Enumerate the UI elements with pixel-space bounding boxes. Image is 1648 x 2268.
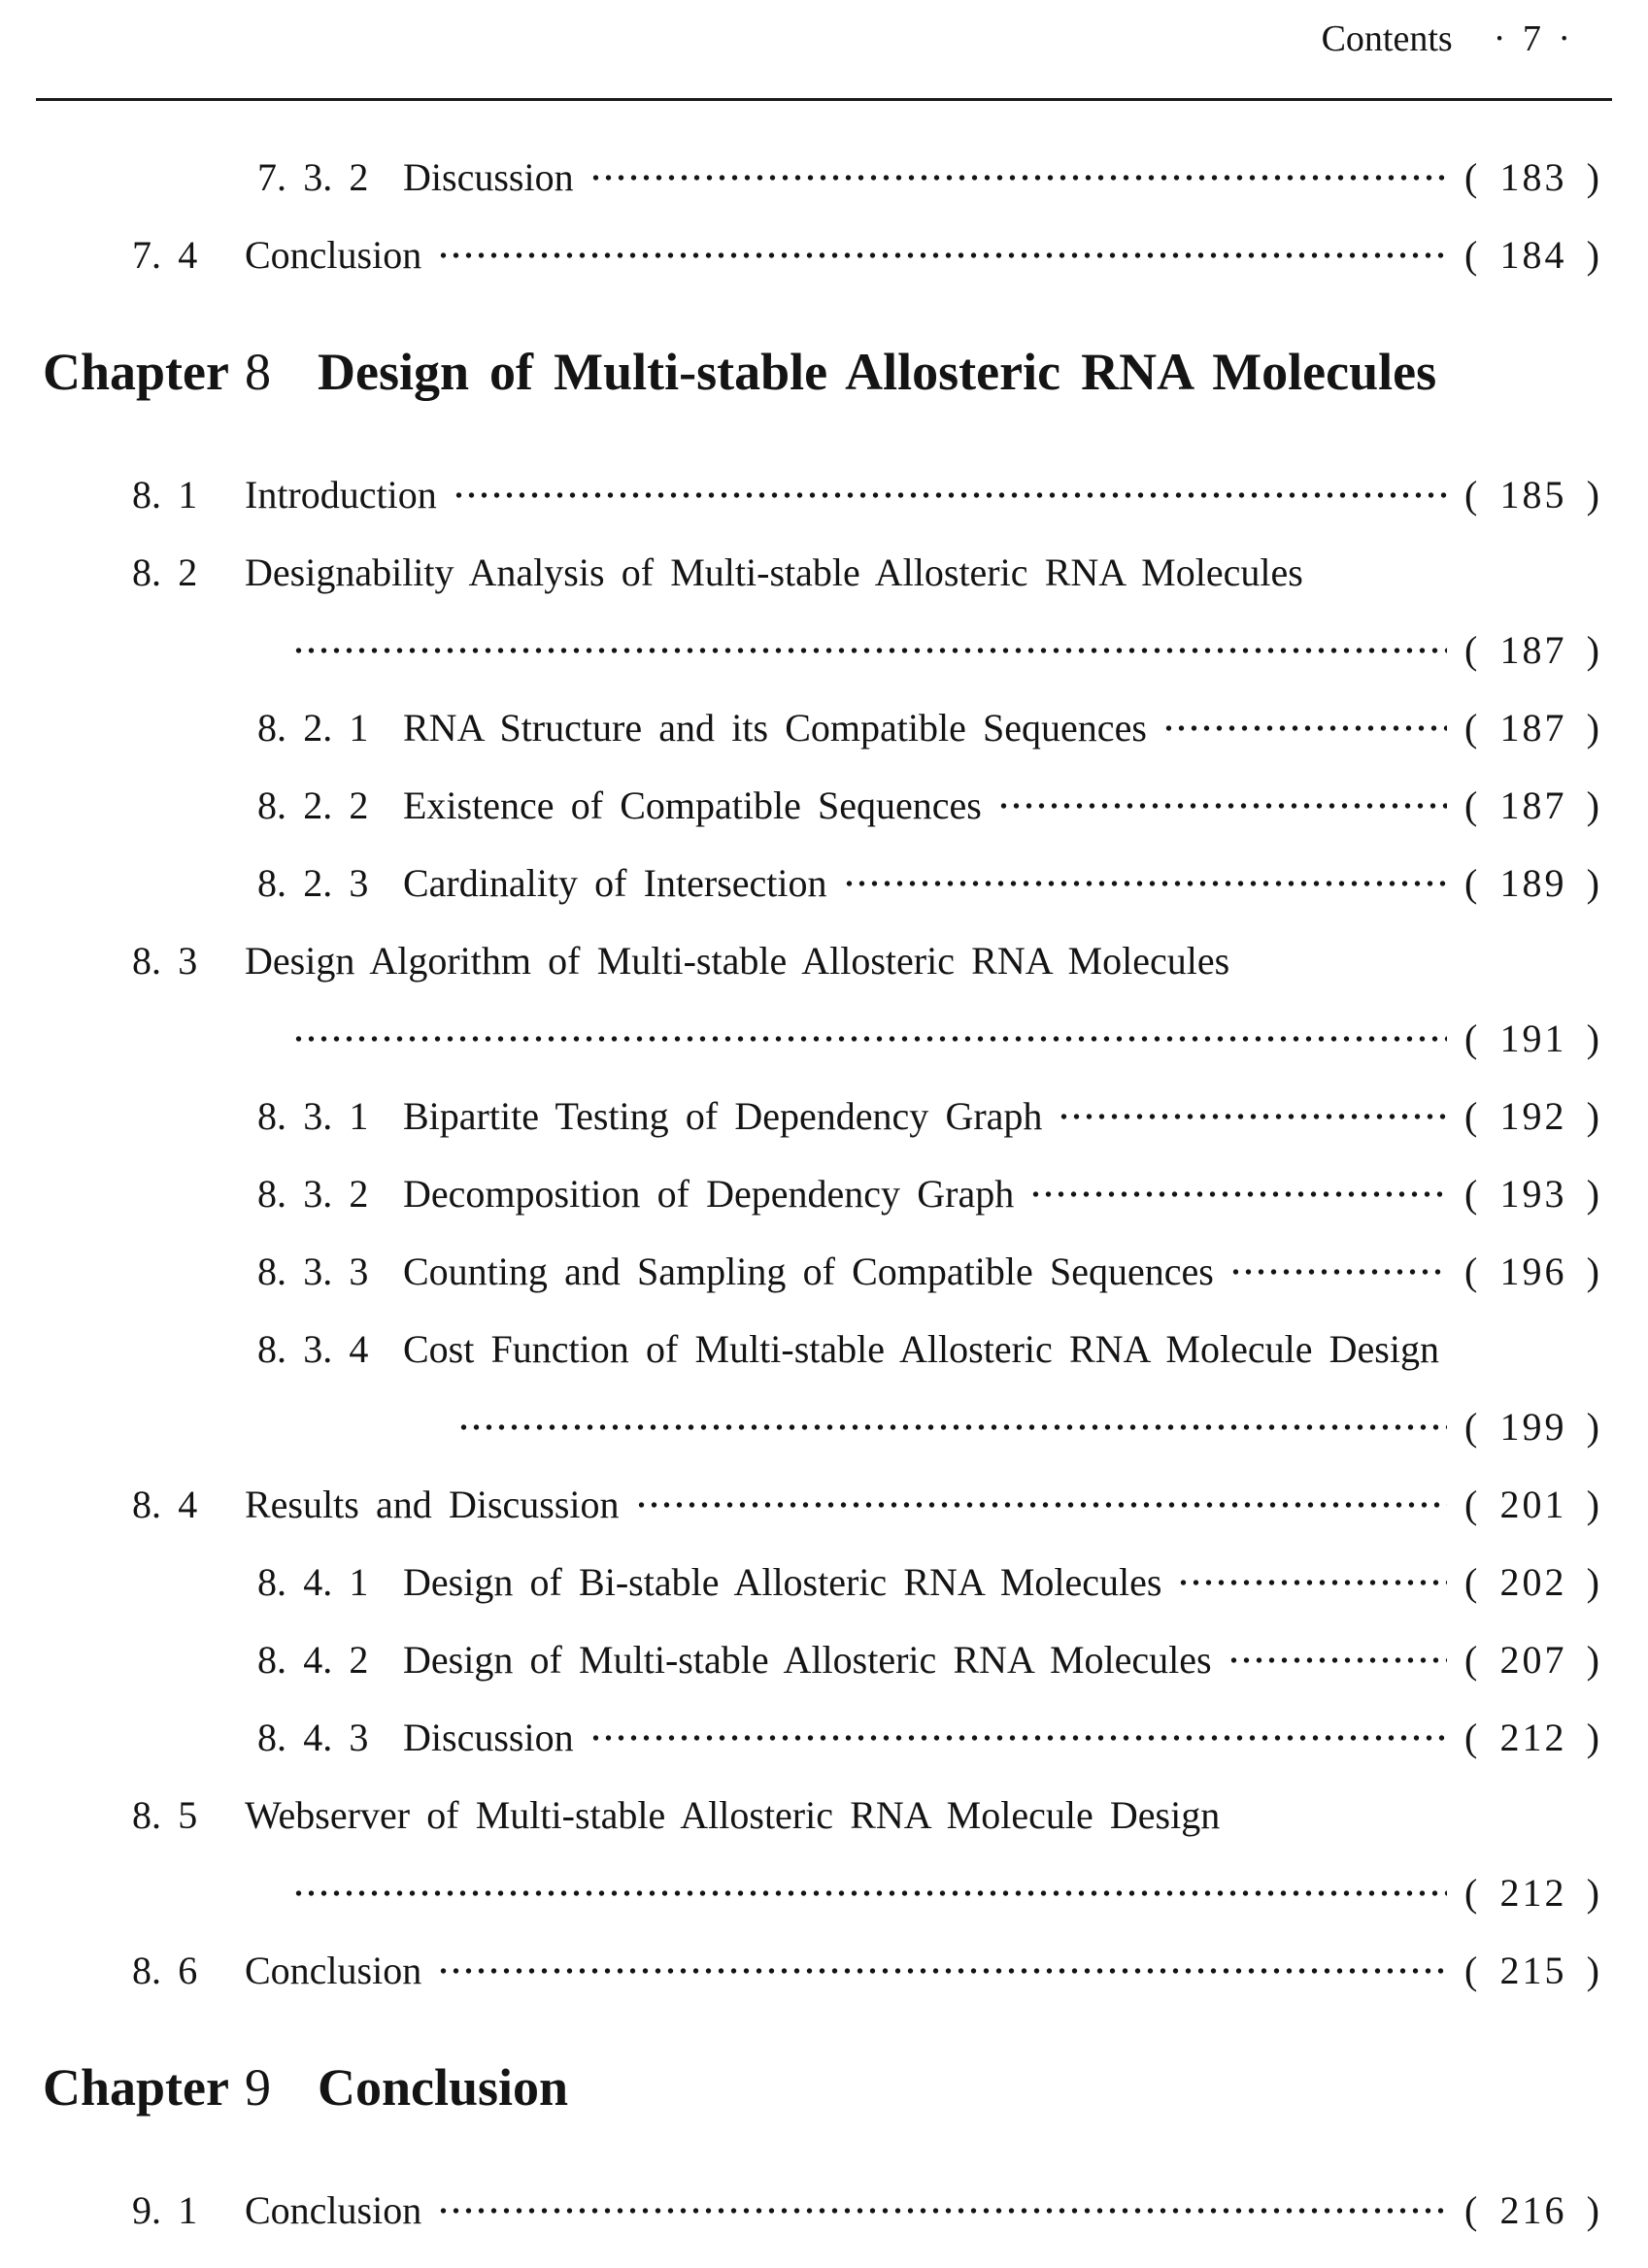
page-number: ( 207 ) (1463, 1638, 1602, 1682)
page-number: ( 187 ) (1463, 706, 1602, 750)
toc-entry-continuation (0, 612, 1602, 689)
chapter-number: 9 (244, 2058, 271, 2117)
page-number: ( 193 ) (1463, 1172, 1602, 1216)
chapter-label: Chapter (43, 343, 229, 401)
entry-title: Counting and Sampling of Compatible Sequences (403, 1250, 1214, 1293)
toc-entry (0, 1777, 1602, 1854)
dot-leader (635, 1466, 1447, 1544)
dot-leader (457, 1388, 1447, 1466)
entry-title: Existence of Compatible Sequences (403, 784, 982, 827)
dot-leader (437, 217, 1447, 294)
entry-number: 8. 4. 1 (257, 1560, 369, 1604)
entry-title: Conclusion (245, 233, 422, 277)
entry-number: 9. 1 (132, 2188, 198, 2232)
entry-number: 8. 5 (132, 1793, 198, 1837)
entry-title: Designability Analysis of Multi-stable Allosteric RNA Molecules (245, 550, 1303, 594)
toc-entry (0, 1544, 1602, 1621)
toc-entry (0, 217, 1602, 294)
entry-title: RNA Structure and its Compatible Sequences (403, 706, 1147, 750)
page-number: ( 216 ) (1463, 2188, 1602, 2232)
toc-entry (0, 2172, 1602, 2250)
page-number: ( 189 ) (1463, 861, 1602, 905)
page-number: ( 184 ) (1463, 233, 1602, 277)
dot-leader (292, 1854, 1447, 1932)
page-number: ( 201 ) (1463, 1483, 1602, 1526)
entry-title: Discussion (403, 155, 574, 199)
toc-entry (0, 1699, 1602, 1777)
entry-number: 7. 4 (132, 233, 198, 277)
toc-entry (0, 1466, 1602, 1544)
dot-leader (589, 139, 1447, 217)
dot-leader (997, 767, 1447, 845)
entry-number: 8. 3. 2 (257, 1172, 369, 1216)
entry-number: 8. 2. 2 (257, 784, 369, 827)
page-number: ( 212 ) (1463, 1871, 1602, 1915)
page-number: ( 215 ) (1463, 1949, 1602, 1992)
toc-entry (0, 845, 1602, 922)
entry-title: Cost Function of Multi-stable Allosteric RNA Molecule Design (403, 1327, 1439, 1371)
dot-leader (1029, 1155, 1447, 1233)
entry-number: 8. 3. 3 (257, 1250, 369, 1293)
dot-leader (1229, 1233, 1447, 1311)
entry-number: 8. 2 (132, 550, 198, 594)
page-number: ( 196 ) (1463, 1250, 1602, 1293)
dot-leader (292, 612, 1447, 689)
entry-number: 8. 4. 3 (257, 1716, 369, 1759)
toc-entry (0, 1078, 1602, 1155)
entry-number: 8. 3 (132, 939, 198, 983)
entry-number: 8. 4. 2 (257, 1638, 369, 1682)
page-number: ( 212 ) (1463, 1716, 1602, 1759)
dot-leader (1228, 1621, 1447, 1699)
page-number: ( 202 ) (1463, 1560, 1602, 1604)
entry-title: Webserver of Multi-stable Allosteric RNA Molecule Design (245, 1793, 1221, 1837)
entry-number: 8. 3. 4 (257, 1327, 369, 1371)
toc-entry (0, 456, 1602, 534)
toc-entry (0, 1932, 1602, 2010)
entry-title: Cardinality of Intersection (403, 861, 827, 905)
entry-title: Design of Bi-stable Allosteric RNA Molecules (403, 1560, 1162, 1604)
chapter-label: Chapter (43, 2058, 229, 2117)
toc-entry (0, 1155, 1602, 1233)
page-header (0, 0, 1648, 68)
toc-entry (0, 139, 1602, 217)
dot-leader (292, 1000, 1447, 1078)
entry-title: Design of Multi-stable Allosteric RNA Molecules (403, 1638, 1212, 1682)
page-number: ( 183 ) (1463, 155, 1602, 199)
page-number: ( 191 ) (1463, 1017, 1602, 1060)
entry-title: Conclusion (245, 2188, 422, 2232)
entry-number: 8. 3. 1 (257, 1094, 369, 1138)
entry-number: 8. 2. 3 (257, 861, 369, 905)
dot-leader (843, 845, 1447, 922)
chapter-number: 8 (244, 343, 271, 401)
chapter-heading (0, 333, 1602, 411)
entry-title: Decomposition of Dependency Graph (403, 1172, 1015, 1216)
page-number: ( 192 ) (1463, 1094, 1602, 1138)
toc-entry (0, 1621, 1602, 1699)
entry-number: 7. 3. 2 (257, 155, 369, 199)
dot-leader (1177, 1544, 1447, 1621)
header-title: Contents (1321, 18, 1453, 59)
entry-number: 8. 6 (132, 1949, 198, 1992)
entry-title: Design Algorithm of Multi-stable Allosteric RNA Molecules (245, 939, 1230, 983)
toc-entry-continuation (0, 1388, 1602, 1466)
entry-title: Results and Discussion (245, 1483, 620, 1526)
page-number: ( 185 ) (1463, 473, 1602, 517)
dot-leader (1058, 1078, 1447, 1155)
toc-entry-continuation (0, 1854, 1602, 1932)
entry-title: Conclusion (245, 1949, 422, 1992)
page-number: ( 187 ) (1463, 628, 1602, 672)
chapter-title: Conclusion (317, 2058, 569, 2117)
toc-entry (0, 1233, 1602, 1311)
toc-entry (0, 534, 1602, 612)
chapter-title: Design of Multi-stable Allosteric RNA Molecules (317, 343, 1437, 401)
chapter-heading (0, 2049, 1602, 2126)
toc-entry (0, 767, 1602, 845)
toc-entry-continuation (0, 1000, 1602, 1078)
page-number: ( 187 ) (1463, 784, 1602, 827)
dot-leader (1162, 689, 1447, 767)
dot-leader (589, 1699, 1447, 1777)
toc-entry (0, 922, 1602, 1000)
toc-entry (0, 1311, 1602, 1388)
toc-list (0, 101, 1648, 2250)
dot-leader (437, 2172, 1447, 2250)
header-page-marker: · 7 · (1493, 18, 1574, 59)
entry-title: Bipartite Testing of Dependency Graph (403, 1094, 1043, 1138)
entry-title: Introduction (245, 473, 437, 517)
page-number: ( 199 ) (1463, 1405, 1602, 1449)
toc-entry (0, 689, 1602, 767)
entry-number: 8. 1 (132, 473, 198, 517)
entry-number: 8. 4 (132, 1483, 198, 1526)
entry-number: 8. 2. 1 (257, 706, 369, 750)
entry-title: Discussion (403, 1716, 574, 1759)
dot-leader (437, 1932, 1447, 2010)
dot-leader (453, 456, 1447, 534)
